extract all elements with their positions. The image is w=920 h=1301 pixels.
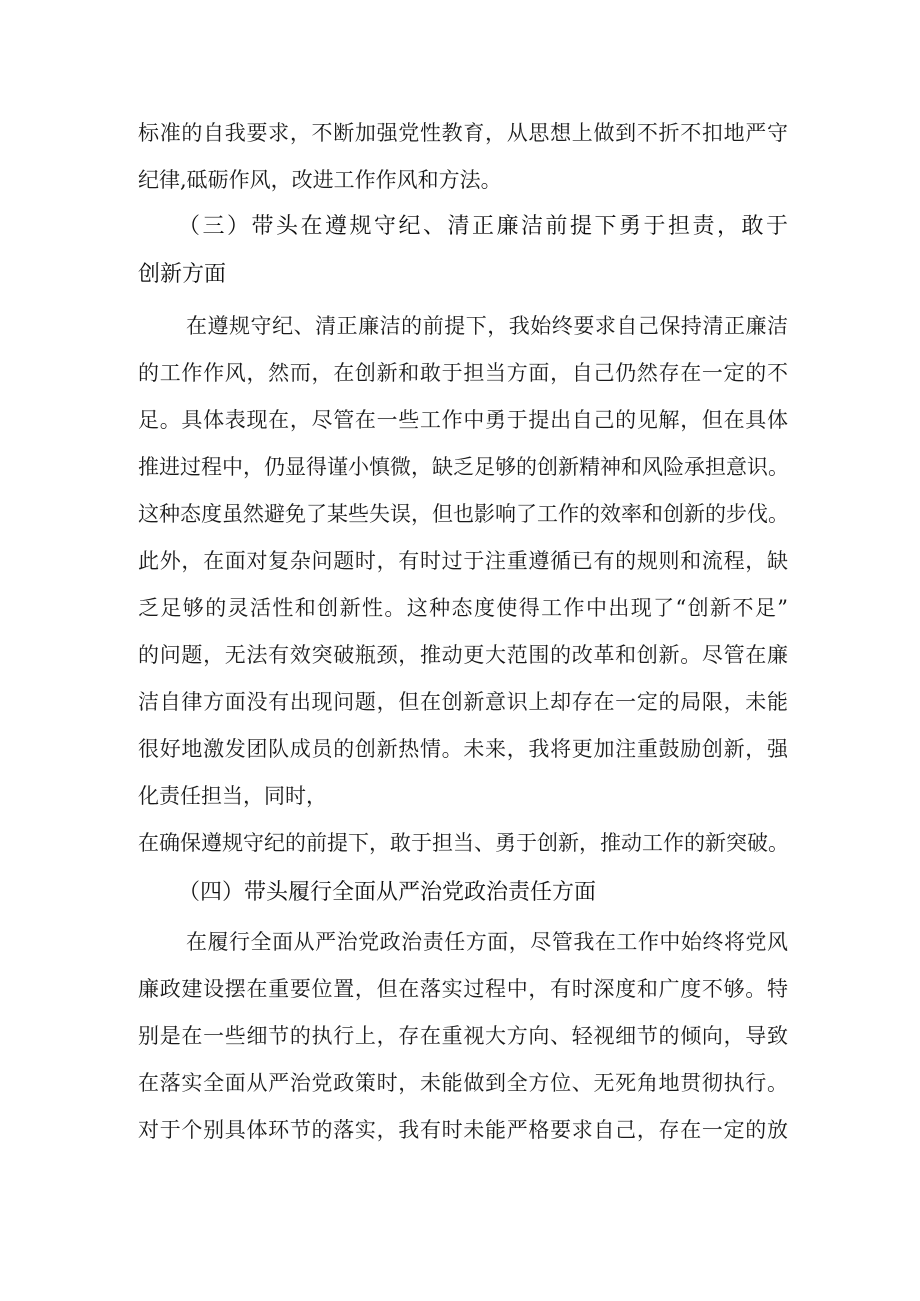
body-text-line: 足。具体表现在，尽管在一些工作中勇于提出自己的见解，但在具体 (138, 408, 788, 432)
section-heading-3: （三）带头在遵规守纪、清正廉洁前提下勇于担责，敢于 (178, 214, 788, 239)
body-text-line: 在遵规守纪、清正廉洁的前提下，我始终要求自己保持清正廉洁 (186, 314, 788, 338)
body-text-line: 别是在一些细节的执行上，存在重视大方向、轻视细节的倾向，导致 (138, 1024, 788, 1048)
section-heading-3-continued: 创新方面 (138, 262, 227, 287)
body-text-line: 这种态度虽然避免了某些失误，但也影响了工作的效率和创新的步伐。 (138, 502, 789, 526)
body-text-line: 在履行全面从严治党政治责任方面，尽管我在工作中始终将党风 (186, 930, 788, 954)
body-text-line: 的问题，无法有效突破瓶颈，推动更大范围的改革和创新。尽管在廉 (138, 643, 788, 667)
body-text-line: 对于个别具体环节的落实，我有时未能严格要求自己，存在一定的放 (138, 1118, 788, 1142)
body-text-line: 在落实全面从严治党政策时，未能做到全方位、无死角地贯彻执行。 (138, 1071, 788, 1095)
body-text-line: 乏足够的灵活性和创新性。这种态度使得工作中出现了“创新不足” (138, 596, 788, 620)
body-text-line: 洁自律方面没有出现问题，但在创新意识上却存在一定的局限，未能 (138, 690, 788, 714)
body-text-line: 廉政建设摆在重要位置，但在落实过程中，有时深度和广度不够。特 (138, 977, 788, 1001)
body-text-line: 推进过程中，仍显得谨小慎微，缺乏足够的创新精神和风险承担意识。 (138, 455, 789, 479)
body-text-line: 标准的自我要求，不断加强党性教育，从思想上做到不折不扣地严守 (138, 121, 788, 145)
body-text-line: 此外，在面对复杂问题时，有时过于注重遵循已有的规则和流程，缺 (138, 549, 788, 573)
body-text-line: 很好地激发团队成员的创新热情。未来，我将更加注重鼓励创新，强 (138, 737, 788, 761)
body-text-line: 纪律,砥砺作风，改进工作作风和方法。 (138, 168, 502, 192)
section-heading-4: （四）带头履行全面从严治党政治责任方面 (178, 880, 597, 905)
body-text-line: 化责任担当，同时， (138, 784, 327, 808)
body-text-line: 的工作作风，然而，在创新和敢于担当方面，自己仍然存在一定的不 (138, 361, 788, 385)
body-text-line: 在确保遵规守纪的前提下，敢于担当、勇于创新，推动工作的新突破。 (138, 831, 789, 855)
